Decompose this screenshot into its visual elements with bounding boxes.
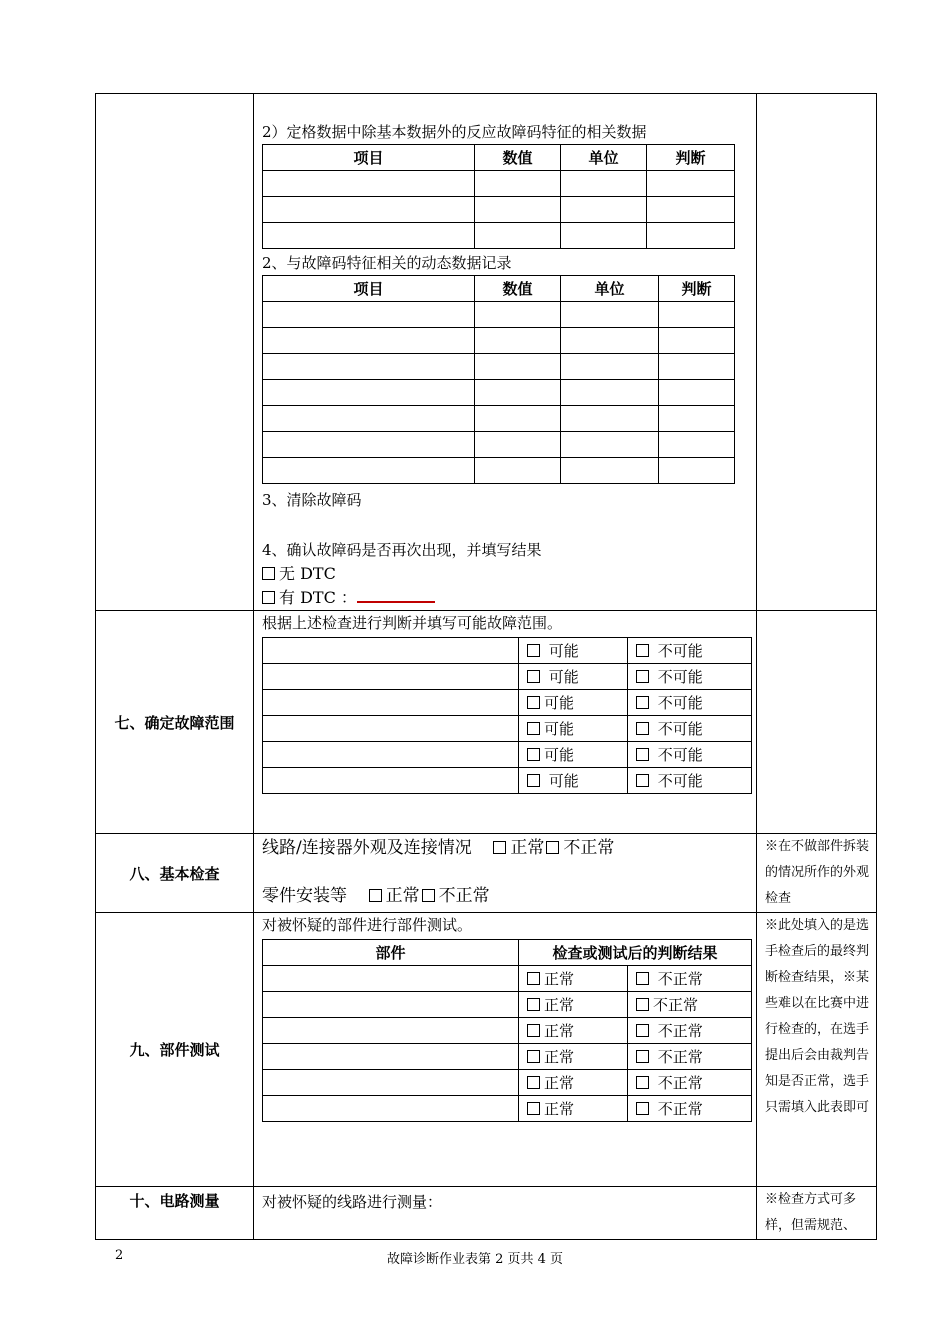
fault-range-table [262,637,752,794]
entry-cell[interactable] [659,380,735,406]
fault-range-entry[interactable] [263,716,519,742]
table-row [263,664,752,690]
not-possible-option[interactable]: 不可能 [628,690,752,716]
checkbox-icon[interactable] [636,670,649,683]
checkbox-icon[interactable] [636,1050,649,1063]
abnormal-option[interactable]: 不正常 [628,1018,752,1044]
entry-cell[interactable] [475,171,561,197]
part-entry[interactable] [263,1018,519,1044]
table-row [263,1018,752,1044]
checkbox-icon[interactable] [527,1050,540,1063]
page-number: 2 [115,1248,124,1263]
entry-cell[interactable] [647,197,735,223]
possible-option[interactable]: 可能 [519,664,628,690]
checkbox-icon[interactable] [262,591,275,604]
checkbox-icon[interactable] [636,696,649,709]
part-entry[interactable] [263,1070,519,1096]
entry-cell[interactable] [475,380,561,406]
table-row [263,638,752,664]
entry-cell[interactable] [263,223,475,249]
not-possible-option[interactable]: 不可能 [628,638,752,664]
abnormal-option[interactable]: 不正常 [628,1070,752,1096]
table-row [263,768,752,794]
entry-cell[interactable] [659,328,735,354]
col-header-judgment: 判断 [647,145,735,171]
entry-cell[interactable] [561,458,659,484]
table-row [263,992,752,1018]
not-possible-option[interactable]: 不可能 [628,716,752,742]
checkbox-icon[interactable] [527,696,540,709]
table-row [263,171,735,197]
entry-cell[interactable] [561,302,659,328]
entry-cell[interactable] [647,171,735,197]
section6-note-cell [757,94,877,611]
entry-cell[interactable] [659,406,735,432]
abnormal-option[interactable]: 不正常 [628,1096,752,1122]
table-row [263,458,735,484]
dynamic-data-table [262,275,735,484]
normal-option[interactable]: 正常 [519,1044,628,1070]
entry-cell[interactable] [561,328,659,354]
checkbox-icon[interactable] [527,670,540,683]
col-header-value: 数值 [475,276,561,302]
section8-note: ※在不做部件拆装的情况所作的外观检查 [757,834,877,913]
abnormal-option[interactable]: 不正常 [628,966,752,992]
clear-dtc-step: 3、清除故障码 [262,491,362,509]
not-possible-option[interactable]: 不可能 [628,742,752,768]
entry-cell[interactable] [561,197,647,223]
normal-option[interactable]: 正常 [519,1018,628,1044]
possible-option[interactable]: 可能 [519,690,628,716]
installation-check-line: 零件安装等 正常 不正常 [262,886,490,906]
checkbox-icon[interactable] [527,1024,540,1037]
section9-label: 九、部件测试 [96,913,254,1187]
checkbox-icon[interactable] [262,567,275,580]
entry-cell[interactable] [561,354,659,380]
possible-option[interactable]: 可能 [519,638,628,664]
table-row [263,1070,752,1096]
table-row [263,1044,752,1070]
table-row [263,302,735,328]
section6-label-cell [96,94,254,611]
section7-row [96,611,877,834]
section7-instruction: 根据上述检查进行判断并填写可能故障范围。 [262,614,563,632]
entry-cell[interactable] [561,223,647,249]
section10-row [96,1187,877,1240]
part-entry[interactable] [263,1044,519,1070]
section9-content [254,913,757,1187]
normal-option[interactable]: 正常 [519,1070,628,1096]
section8-row [96,834,877,913]
table-row [263,380,735,406]
entry-cell[interactable] [561,432,659,458]
entry-cell[interactable] [475,223,561,249]
checkbox-icon[interactable] [636,1024,649,1037]
not-possible-option[interactable]: 不可能 [628,664,752,690]
col-header-unit: 单位 [561,276,659,302]
table-row [263,1096,752,1122]
possible-option[interactable]: 可能 [519,742,628,768]
entry-cell[interactable] [647,223,735,249]
entry-cell[interactable] [263,380,475,406]
page-info: 故障诊断作业表第 2 页共 4 页 [386,1252,564,1267]
has-dtc-option[interactable]: 有 DTC ： [262,586,756,610]
section9-row [96,913,877,1187]
freeze-frame-table [262,144,735,249]
freeze-frame-subtitle: 2）定格数据中除基本数据外的反应故障码特征的相关数据 [262,123,647,141]
checkbox-icon[interactable] [527,1076,540,1089]
abnormal-option[interactable]: 不正常 [628,1044,752,1070]
entry-cell[interactable] [263,197,475,223]
entry-cell[interactable] [263,354,475,380]
section8-content [254,834,757,913]
checkbox-icon[interactable] [546,841,559,854]
entry-cell[interactable] [475,432,561,458]
checkbox-icon[interactable] [636,1102,649,1115]
section7-label: 七、确定故障范围 [96,611,254,834]
fault-range-entry[interactable] [263,690,519,716]
section7-note-cell [757,611,877,834]
checkbox-icon[interactable] [422,889,435,902]
entry-cell[interactable] [475,328,561,354]
fault-range-entry[interactable] [263,664,519,690]
entry-cell[interactable] [561,171,647,197]
checkbox-icon[interactable] [493,841,506,854]
section10-label: 十、电路测量 [96,1187,254,1240]
checkbox-icon[interactable] [527,972,540,985]
section7-content [254,611,757,834]
fault-range-entry[interactable] [263,768,519,794]
possible-option[interactable]: 可能 [519,768,628,794]
fault-range-entry[interactable] [263,638,519,664]
entry-cell[interactable] [263,328,475,354]
table-row [263,690,752,716]
checkbox-icon[interactable] [636,774,649,787]
table-row [263,432,735,458]
col-header-item: 项目 [263,276,475,302]
table-row [263,716,752,742]
wiring-check-line: 线路/连接器外观及连接情况 正常 不正常 [262,838,615,858]
fault-range-entry[interactable] [263,742,519,768]
checkbox-icon[interactable] [636,644,649,657]
section8-label: 八、基本检查 [96,834,254,913]
table-row [263,328,735,354]
part-entry[interactable] [263,992,519,1018]
table-row [263,223,735,249]
normal-option[interactable]: 正常 [519,992,628,1018]
section9-note: ※此处填入的是选手检查后的最终判断检查结果，※某些难以在比赛中进行检查的，在选手提出后会由裁判告知是否正常，选手只需填入此表即可 [757,913,877,1187]
table-row [263,742,752,768]
abnormal-option[interactable]: 不正常 [628,992,752,1018]
entry-cell[interactable] [263,302,475,328]
table-row [263,197,735,223]
checkbox-icon[interactable] [527,1102,540,1115]
section9-instruction: 对被怀疑的部件进行部件测试。 [262,916,473,934]
entry-cell[interactable] [263,432,475,458]
entry-cell[interactable] [475,458,561,484]
checkbox-icon[interactable] [636,1076,649,1089]
col-header-item: 项目 [263,145,475,171]
entry-cell[interactable] [659,432,735,458]
dtc-entry-line[interactable] [357,587,435,603]
col-header-result: 检查或测试后的判断结果 [519,940,752,966]
confirm-dtc-step: 4、确认故障码是否再次出现，并填写结果 [262,541,542,559]
part-entry[interactable] [263,966,519,992]
entry-cell[interactable] [659,354,735,380]
checkbox-icon[interactable] [636,722,649,735]
checkbox-icon[interactable] [527,748,540,761]
worksheet-table [95,93,877,1240]
part-entry[interactable] [263,1096,519,1122]
table-row [263,966,752,992]
checkbox-icon[interactable] [369,889,382,902]
checkbox-icon[interactable] [636,998,649,1011]
section6-row [96,94,877,611]
entry-cell[interactable] [659,302,735,328]
entry-cell[interactable] [263,171,475,197]
dynamic-data-title: 2、与故障码特征相关的动态数据记录 [262,254,512,272]
entry-cell[interactable] [475,354,561,380]
entry-cell[interactable] [263,406,475,432]
table-row [263,354,735,380]
checkbox-icon[interactable] [527,722,540,735]
checkbox-icon[interactable] [636,748,649,761]
entry-cell[interactable] [475,197,561,223]
normal-option[interactable]: 正常 [519,966,628,992]
section10-note: ※检查方式可多样，但需规范、 [757,1187,877,1240]
not-possible-option[interactable]: 不可能 [628,768,752,794]
col-header-judgment: 判断 [659,276,735,302]
checkbox-icon[interactable] [527,998,540,1011]
component-test-table [262,939,752,1122]
no-dtc-option[interactable]: 无 DTC [262,562,756,586]
entry-cell[interactable] [475,406,561,432]
section10-instruction: 对被怀疑的线路进行测量： [262,1193,443,1211]
checkbox-icon[interactable] [527,644,540,657]
checkbox-icon[interactable] [636,972,649,985]
table-row [263,406,735,432]
entry-cell[interactable] [475,302,561,328]
col-header-value: 数值 [475,145,561,171]
entry-cell[interactable] [561,380,659,406]
possible-option[interactable]: 可能 [519,716,628,742]
entry-cell[interactable] [659,458,735,484]
entry-cell[interactable] [561,406,659,432]
col-header-unit: 单位 [561,145,647,171]
entry-cell[interactable] [263,458,475,484]
section6-content [254,94,757,611]
normal-option[interactable]: 正常 [519,1096,628,1122]
section10-content [254,1187,757,1240]
col-header-part: 部件 [263,940,519,966]
checkbox-icon[interactable] [527,774,540,787]
